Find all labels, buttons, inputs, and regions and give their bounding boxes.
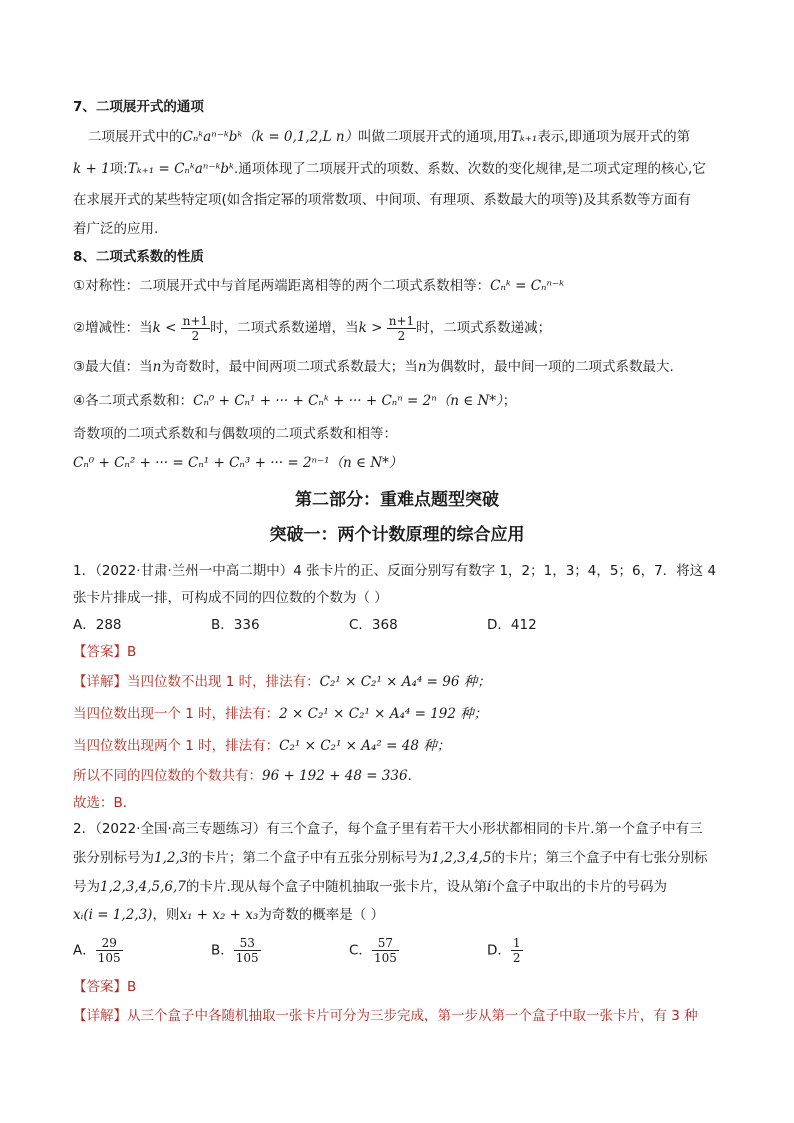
section-7-line-4: 着广泛的应用.: [73, 221, 159, 237]
option-a: A． $\frac{29}{105}$: [73, 936, 121, 965]
part-2-title: 第二部分：重难点题型突破: [295, 490, 499, 510]
maximum-property: ③最大值：当n为奇数时，最中间两项二项式系数最大；当n为偶数时，最中间一项的二项式系数最大.: [73, 359, 674, 375]
question-2-line-4: xᵢ(i = 1,2,3)，则x₁ + x₂ + x₃为奇数的概率是（ ）: [73, 907, 385, 923]
detail-2-line-1: 【详解】从三个盒子中各随机抽取一张卡片可分为三步完成，第一步从第一个盒子中取一张卡片，有 3 种: [73, 1008, 698, 1024]
section-8-heading: 8、二项式系数的性质: [73, 249, 204, 265]
question-1-line-1: 1．（2022·甘肃·兰州一中高二期中）4 张卡片的正、反面分别写有数字 1，2；1，3；4，5；6，7．将这 4: [73, 563, 717, 579]
question-2-line-3: 号为1,2,3,4,5,6,7的卡片.现从每个盒子中随机抽取一张卡片，设从第i个盒子中取出的卡片的号码为: [73, 879, 667, 895]
question-2-line-2: 张分别标号为1,2,3的卡片；第二个盒子中有五张分别标号为1,2,3,4,5的卡片；第三个盒子中有七张分别标: [73, 850, 708, 866]
sum-property: ④各二项式系数和：Cₙ⁰ + Cₙ¹ + ··· + Cₙᵏ + ··· + Cₙⁿ = 2ⁿ（n ∈ N*）；: [73, 393, 517, 409]
answer-1: 【答案】B: [73, 644, 137, 660]
question-2-line-1: 2．（2022·全国·高三专题练习）有三个盒子，每个盒子里有若干大小形状都相同的卡片.第一个盒子中有三: [73, 821, 703, 837]
breakthrough-1-title: 突破一：两个计数原理的综合应用: [269, 525, 525, 545]
detail-1-line-2: 当四位数出现一个 1 时，排法有：2 × C₂¹ × C₂¹ × A₄⁴ = 192 种；: [73, 706, 488, 722]
monotonic-property: ②增减性：当k < $\frac{n+1}{2}$ 时，二项式系数递增，当k > $\frac{n+1}{2}$ 时，二项式系数递减；: [73, 313, 552, 343]
option-d: D． $\frac{1}{2}$: [487, 936, 521, 965]
section-7-line-3: 在求展开式的某些特定项(如含指定幂的项常数项、中间项、有理项、系数最大的项等)及其系数等方面有: [73, 192, 692, 208]
option-a: A．288: [73, 617, 122, 633]
detail-1-line-4: 所以不同的四位数的个数共有：96 + 192 + 48 = 336．: [73, 768, 422, 784]
section-7-heading: 7、二项展开式的通项: [73, 99, 204, 115]
conclusion-1: 故选：B．: [73, 795, 137, 811]
section-7-line-1: 二项展开式中的Cₙᵏaⁿ⁻ᵏbᵏ（k = 0,1,2,L n）叫做二项展开式的通项,用Tₖ₊₁表示,即通项为展开式的第: [88, 129, 691, 145]
section-7-line-2: k + 1项:Tₖ₊₁ = Cₙᵏaⁿ⁻ᵏbᵏ.通项体现了二项展开式的项数、系数、次数的变化规律,是二项式定理的核心,它: [73, 161, 706, 177]
option-d: D．412: [487, 617, 537, 633]
fraction-n-plus-1-over-2: $\frac{n+1}{2}$: [182, 313, 209, 343]
detail-1-line-3: 当四位数出现两个 1 时，排法有：C₂¹ × C₂¹ × A₄² = 48 种；: [73, 738, 451, 754]
answer-2: 【答案】B: [73, 979, 137, 995]
detail-1-line-1: 【详解】当四位数不出现 1 时，排法有：C₂¹ × C₂¹ × A₄⁴ = 96 种；: [73, 674, 491, 690]
odd-even-sum-text: 奇数项的二项式系数和与偶数项的二项式系数和相等：: [73, 426, 397, 442]
option-c: C．368: [349, 617, 398, 633]
option-c: C． $\frac{57}{105}$: [349, 936, 397, 965]
question-1-line-2: 张卡片排成一排，可构成不同的四位数的个数为（ ）: [73, 590, 388, 606]
option-b: B． $\frac{53}{105}$: [211, 936, 259, 965]
symmetry-property: ①对称性：二项展开式中与首尾两端距离相等的两个二项式系数相等：Cₙᵏ = Cₙⁿ⁻ᵏ: [73, 278, 565, 294]
option-b: B．336: [211, 617, 260, 633]
fraction-n-plus-1-over-2: $\frac{n+1}{2}$: [388, 313, 415, 343]
odd-even-sum-formula: Cₙ⁰ + Cₙ² + ··· = Cₙ¹ + Cₙ³ + ··· = 2ⁿ⁻¹（n ∈ N*）: [73, 455, 403, 471]
